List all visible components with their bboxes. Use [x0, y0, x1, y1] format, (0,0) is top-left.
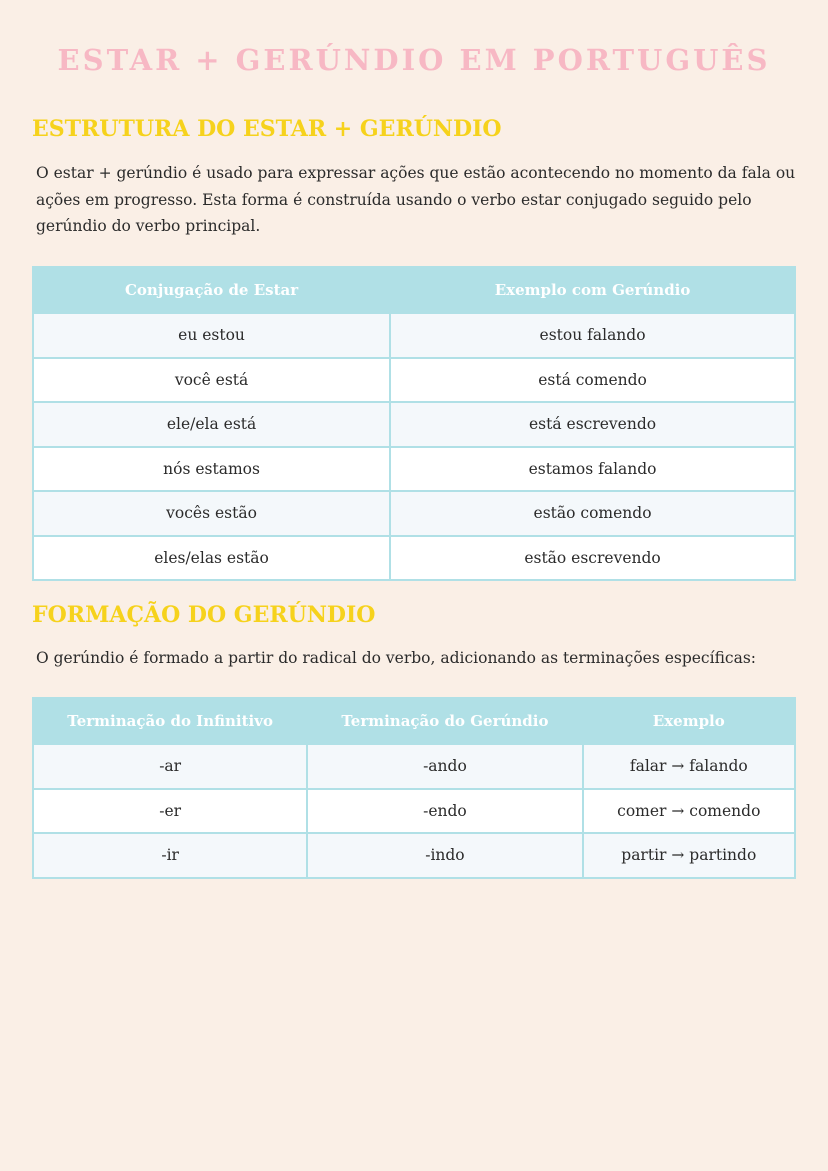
conjugation-table — [32, 266, 796, 581]
column-header: Exemplo — [583, 698, 795, 744]
paragraph-line: O estar + gerúndio é usado para expressar ações que estão acontecendo no momento da fala ou — [36, 164, 796, 182]
table-cell: -ar — [33, 744, 307, 789]
paragraph-line: ações em progresso. Esta forma é construída usando o verbo estar conjugado seguido pelo — [36, 190, 752, 209]
table-cell: está comendo — [390, 358, 795, 403]
gerund-formation-table — [32, 697, 796, 879]
table-cell: estão comendo — [390, 491, 795, 536]
table-cell: eles/elas estão — [33, 536, 390, 581]
table-row — [33, 536, 795, 581]
table-cell: -endo — [307, 789, 582, 834]
table-cell: -ir — [33, 833, 307, 878]
section-heading-formacao: FORMAÇÃO DO GERÚNDIO — [32, 602, 376, 628]
table-cell: -er — [33, 789, 307, 834]
table-cell: você está — [33, 358, 390, 403]
column-header: Terminação do Gerúndio — [307, 698, 582, 744]
column-header: Terminação do Infinitivo — [33, 698, 307, 744]
table-cell: ele/ela está — [33, 402, 390, 447]
table-cell: eu estou — [33, 313, 390, 358]
table-row — [33, 789, 795, 834]
table-row — [33, 313, 795, 358]
table-cell: comer → comendo — [583, 789, 795, 834]
table-cell: -indo — [307, 833, 582, 878]
table-row — [33, 402, 795, 447]
section-paragraph-estrutura — [36, 160, 796, 240]
table-row — [33, 447, 795, 492]
table-row — [33, 358, 795, 403]
table-header-row — [33, 267, 795, 313]
table-row — [33, 744, 795, 789]
table-cell: estão escrevendo — [390, 536, 795, 581]
column-header: Conjugação de Estar — [33, 267, 390, 313]
table-header-row — [33, 698, 795, 744]
table-cell: nós estamos — [33, 447, 390, 492]
table-cell: partir → partindo — [583, 833, 795, 878]
table-cell: vocês estão — [33, 491, 390, 536]
column-header: Exemplo com Gerúndio — [390, 267, 795, 313]
page-title: ESTAR + GERÚNDIO EM PORTUGUÊS — [57, 43, 771, 77]
table-cell: estou falando — [390, 313, 795, 358]
section-paragraph-formacao — [36, 645, 796, 672]
table-cell: -ando — [307, 744, 582, 789]
table-row — [33, 491, 795, 536]
paragraph-line: gerúndio do verbo principal. — [36, 217, 261, 235]
table-cell: está escrevendo — [390, 402, 795, 447]
table-row — [33, 833, 795, 878]
paragraph-line: O gerúndio é formado a partir do radical do verbo, adicionando as terminações específicas: — [36, 649, 757, 667]
section-heading-estrutura: ESTRUTURA DO ESTAR + GERÚNDIO — [32, 116, 502, 142]
table-cell: estamos falando — [390, 447, 795, 492]
table-cell: falar → falando — [583, 744, 795, 789]
